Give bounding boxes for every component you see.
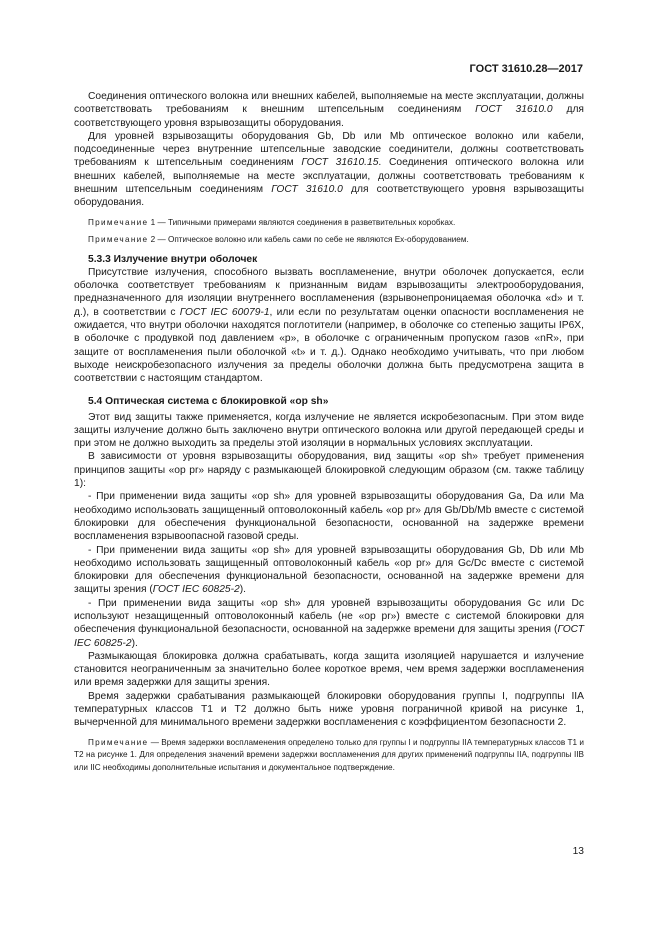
paragraph: Время задержки срабатывания размыкающей блокировки оборудования группы I, подгруппы IIA температурных классов T1 и T2 должно быть ниже уровня пограничной кривой на рисунке 1, вычерченной для минимального времени задержки воспламенения с коэффициентом безопасности 2. [74, 690, 584, 729]
note-label: Примечание [88, 737, 149, 747]
page-number: 13 [572, 846, 584, 857]
section-heading: 5.4 Оптическая система с блокировкой «op sh» [88, 395, 329, 407]
list-item: - При применении вида защиты «op sh» для уровней взрывозащиты оборудования Gb, Db или Mb необходимо использовать защищенный оптоволоконный кабель «op pr» для Gc/Dc вместе с системой блокировки для обеспечения функциональной безопасности, основанной на задержке времени для защиты зрения (ГОСТ IEC 60825-2). [74, 544, 584, 596]
list-item: - При применении вида защиты «op sh» для уровней взрывозащиты оборудования Gc или Dc используют незащищенный оптоволоконный кабель (не «op pr») вместе с системой блокировки для обеспечения функциональной безопасности, основанной на задержке времени для защиты зрения (ГОСТ IEC 60825-2). [74, 597, 584, 649]
standard-reference: ГОСТ IEC 60825-2 [152, 584, 240, 596]
standard-reference: ГОСТ IEC 60079-1 [179, 306, 270, 318]
note-label: Примечание [88, 235, 149, 245]
note-label: Примечание [88, 217, 149, 227]
section-heading: 5.3.3 Излучение внутри оболочек [88, 253, 258, 265]
document-id: ГОСТ 31610.28—2017 [469, 63, 583, 75]
list-item: - При применении вида защиты «op sh» для уровней взрывозащиты оборудования Ga, Da или Ma необходимо использовать защищенный оптоволоконный кабель «op pr» для Gb/Db/Mb вместе с системой блокировки для обеспечения функциональной безопасности, основанной на задержке времени воспламенения взрывоопасной газовой среды. [74, 491, 584, 543]
note: Примечание 2 — Оптическое волокно или кабель сами по себе не являются Ex-оборудованием. [88, 235, 469, 245]
standard-reference: ГОСТ 31610.0 [475, 104, 553, 116]
paragraph: Для уровней взрывозащиты оборудования Gb, Db или Mb оптическое волокно или кабели, подсоединенные через внутренние штепсельные заводские соединители, должны соответствовать требованиям к штепсельным соединениям ГОСТ 31610.15. Соединения оптического волокна или внешних кабелей, выполняемые на месте эксплуатации, должны соответствовать требованиям к внешним штепсельным соединениям ГОСТ 31610.0 для соответствующего уровня взрывозащиты оборудования. [74, 130, 584, 209]
note: Примечание 1 — Типичными примерами являются соединения в разветвительных коробках. [88, 217, 456, 227]
paragraph: Соединения оптического волокна или внешних кабелей, выполняемые на месте эксплуатации, должны соответствовать требованиям к внешним штепсельным соединениям ГОСТ 31610.0 для соответствующего уровня взрывозащиты оборудования. [74, 91, 584, 129]
standard-reference: ГОСТ 31610.0 [271, 184, 343, 196]
note: Примечание — Время задержки воспламенения определено только для группы I и подгруппы IIA температурных классов T1 и T2 на рисунке 1. Для определения значений времени задержки воспламенения для других применений подгруппы IIA, подгруппы IIB или IIC необходимы дополнительные испытания и документальное подтверждение. [74, 737, 584, 772]
paragraph: Размыкающая блокировка должна срабатывать, когда защита изоляцией нарушается и излучение становится неограниченным за значительно более короткое время, чем время задержки воспламенения или время задержки для защиты зрения. [74, 650, 584, 689]
paragraph: Этот вид защиты также применяется, когда излучение не является искробезопасным. При этом виде защиты излучение должно быть заключено внутри оптического волокна или другой передающей среды и при этом не должно выходить за пределы этой изоляции в нормальных условиях эксплуатации. [74, 411, 584, 450]
standard-reference: ГОСТ IEC 60825-2 [74, 624, 584, 649]
paragraph: В зависимости от уровня взрывозащиты оборудования, вид защиты «op sh» требует применения принципов защиты «op pr» наряду с размыкающей блокировкой следующим образом (см. также таблицу 1): [74, 451, 584, 490]
paragraph: Присутствие излучения, способного вызвать воспламенение, внутри оболочек допускается, если оболочка соответствует требованиям к признанным видам взрывозащиты электрооборудования, предназначенного для изоляции внутреннего воспламенения (взрывонепроницаемая оболочка «d» и т. д.), в соответствии с ГОСТ IEC 60079-1, или если по результатам оценки опасности воспламенения не ожидается, что внутри оболочки находятся поглотители (например, в оболочке со степенью защиты IP6X, в оболочке с продувкой под давлением «р», в оболочке с ограниченным пропуском газов «nR», при защите от воспламенения пыли оболочкой «t» и т. д.). Однако необходимо учитывать, что при любом выходе неискробезопасного излучения за пределы оболочки должна быть предусмотрена защита в соответствии с настоящим стандартом. [74, 266, 584, 385]
standard-reference: ГОСТ 31610.15 [301, 157, 379, 169]
page-body [74, 90, 584, 774]
